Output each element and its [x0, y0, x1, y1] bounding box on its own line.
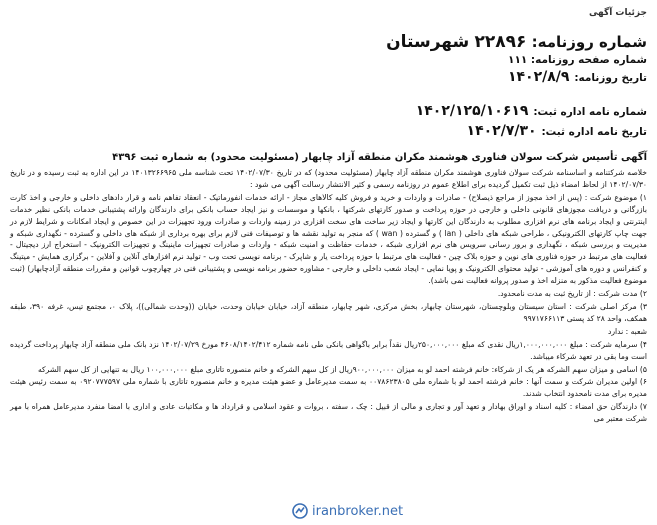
newspaper-number: ۲۲۸۹۶ [474, 32, 527, 52]
paragraph-address: ۳) مرکز اصلی شرکت : استان سیستان وبلوچستان، شهرستان چابهار، بخش مرکزی، شهر چابهار، منطقه آزاد، خیابان خیابان وحدت، خیابان ((وحدت شمالی))، پلاک ۰، مجتمع تیس، غرفه ۳۹۰، طبقه همکف، واحد ۲۸ کد پستی ۹۹۷۱۷۶۶۱۱۳ [10, 301, 647, 323]
newspaper-number-label: شماره روزنامه: [531, 33, 647, 51]
page-number-label: شماره صفحه روزنامه: [530, 54, 647, 66]
newspaper-date-row [10, 68, 647, 88]
newspaper-date-label: تاریخ روزنامه: [574, 72, 647, 84]
paragraph-capital: ۴) سرمایه شرکت : مبلغ ۱,۰۰۰,۰۰۰,۰۰۰ریال نقدی که مبلغ ۲۵۰,۰۰۰,۰۰۰ریال نقداً برابر باگواهی بانکی طی نامه شماره ۴۶۰۸/۱۴۰۲/۴۱۲ مورخ ۱۴۰۲/۰۷/۲۹ نزد بانک ملی منطقه آزاد چابهار پرداخت گردیده است وما بقی در تعهد شرکاء میباشد. [10, 339, 648, 361]
paragraph-managers: ۶) اولین مدیران شرکت و سمت آنها : خانم فرشته احمد لو با شماره ملی ۰۰۷۸۶۲۳۸۰۵ به سمت مدیرعامل و عضو هیئت مدیره و خانم منصوره تاتاری با شماره ملی ۰۹۲۰۷۷۷۵۹۷ به سمت رئیس هیئت مدیره برای مدت نامحدود انتخاب شدند. [10, 377, 647, 399]
registry-letter-row [10, 102, 647, 122]
registry-date: ۱۴۰۲/۷/۳۰ [466, 123, 537, 139]
paragraph-signatories: ۷) دارندگان حق امضاء : کلیه اسناد و اوراق بهادار و تعهد آور و تجاری و مالی از قبیل : چک ، سفته ، بروات و عقود اسلامی و قرارداد ها و مکاتبات عادی و اداری با امضا منفرد مدیرعامل همراه با مهر شرکت معتبر می [10, 402, 647, 424]
announcement-title: آگهی تأسیس شرکت سولان فناوری هوشمند مکران منطقه آزاد چابهار (مسئولیت محدود) به شماره ثبت ۴۳۹۶ [112, 152, 647, 163]
site-watermark [286, 501, 409, 521]
paragraph-branch: شعبه : ندارد [607, 326, 647, 336]
newspaper-number-row [10, 32, 647, 52]
paragraph-subject: ۱) موضوع شرکت : (پس از اخذ مجوز از مراجع ذیصلاح) - صادرات و واردات و خرید و فروش کلیه کالاهای مجاز - ارائه خدمات انفورماتیک - انعقاد تفاهم نامه و قرار دادهای داخلی و خارجی و اخذ کارت بازرگانی و دریافت مجوزهای قانونی داخلی و خارجی در حوزه پرداخت و صدور کارتهای شرکتها ، بانکها و موسسات و نیز ایجاد حساب بانکی برای دارندگان وارائه پشتیبانی خدمات بانکی نظیر خدمات اینترنتی و ایجاد برنامه های نرم افزاری مطلوب به دارندگان این کارتها و ایجاد زیر ساخت های سخت افزاری در زمینه واردات و صادرات ورود تجهیزات در این خصوص و ایجاد امکانات و شرایط لازم در جهت چاپ کارتهای الکترونیکی ، طراحی شبکه های داخلی ( lan ) و گسترده ( wan ) که منجر به تولید نقشه ها و توصیفات فنی لازم برای بهره برداری از شبکه های داخلی و گسترده - نگهداری شبکه و مدیریت و بررسی شبکه ، نگهداری و برور رسانی سرویس های نرم افزاری شبکه ، خدمات حفاظت و امنیت شبکه - واردات و صادرات تجهیزات ماینینگ و تجهیزات الکترونیک - استخراج ارز دیجیتال - فعالیت های مرتبط در حوزه فناوری های نوین و حوزه بلاک چین - فعالیت های مرتبط با حوزه پرداخت یار و شاپرک - برنامه نویسی تحت وب - تولید نرم افزارهای آنلاین و آفلاین - برگزاری همایش - میتینگ و کنفرانس و دوره های آموزشی - تولید محتوای الکترونیک و پویا نمایی - ایجاد شعب داخلی و خارجی - مشاوره حضور برنامه نویسی و پشتیبانی فنی در چهارچوب قوانین و مقررات منطقه آزادچابهار) (ثبت موضوع فعالیت مذکور به منزله اخذ و صدور پروانه فعالیت نمی باشد). [10, 192, 647, 286]
paragraph-intro: خلاصه شرکتنامه و اساسنامه شرکت سولان فناوری هوشمند مکران منطقه آزاد چابهار (مسئولیت محدود) که در تاریخ ۱۴۰۲/۰۷/۳۰ تحت شناسه ملی ۱۴۰۱۳۲۶۶۹۶۵ در این اداره به ثبت رسیده و در تاریخ ۱۴۰۲/۰۷/۳۰ از لحاظ امضاء ذیل ثبت تکمیل گردیده برای اطلاع عموم در روزنامه رسمی و کثیر الانتشار رسالت آگهی می شود : [10, 168, 647, 189]
registry-date-row [10, 122, 647, 142]
paragraph-partners: ۵) اسامی و میزان سهم الشرکه هر یک از شرکاء: خانم فرشته احمد لو به میزان ۹۰۰,۰۰۰,۰۰۰ریال از کل سهم الشرکه و خانم منصوره تاتاری مبلغ ۱۰۰,۰۰۰,۰۰۰ ریال به تنهایی از کل سهم الشرکه [37, 364, 647, 374]
page-number-row [10, 52, 647, 68]
paragraph-duration: ۲) مدت شرکت : از تاریخ ثبت به مدت نامحدود. [497, 289, 647, 299]
broker-logo-icon [292, 503, 308, 519]
page-number: ۱۱۱ [508, 54, 528, 66]
announcement-body [10, 167, 647, 425]
newspaper-date: ۱۴۰۲/۸/۹ [507, 69, 570, 85]
page-heading: جزئیات آگهی [588, 8, 647, 18]
registry-letter-label: شماره نامه اداره ثبت: [533, 106, 647, 118]
registry-date-label: تاریخ نامه اداره ثبت: [541, 126, 647, 138]
registry-letter-number: ۱۴۰۲/۱۲۵/۱۰۶۱۹ [415, 103, 529, 119]
watermark-site: iranbroker.net [312, 503, 404, 519]
newspaper-city: شهرستان [386, 32, 470, 52]
